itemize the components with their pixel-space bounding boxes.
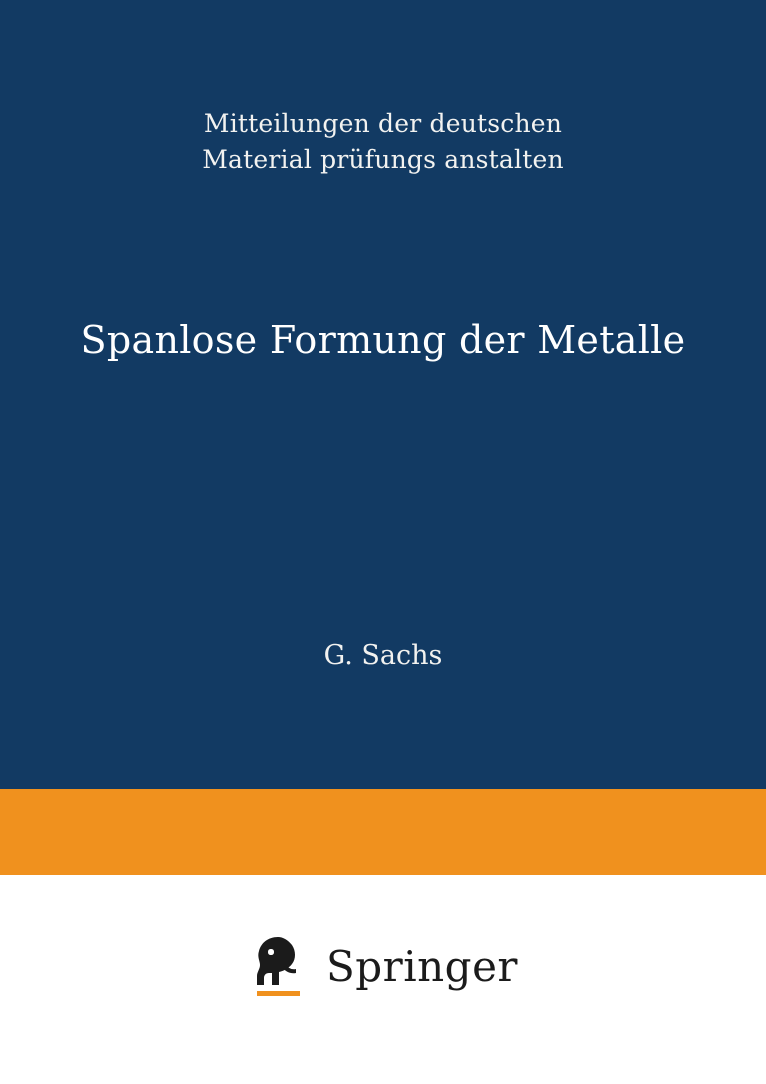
springer-knight-icon xyxy=(248,935,310,1005)
publisher-name: Springer xyxy=(325,942,519,991)
cover-orange-band xyxy=(0,789,766,875)
publisher-block xyxy=(0,935,766,1005)
page-title: Spanlose Formung der Metalle xyxy=(80,318,686,362)
series-title xyxy=(0,106,766,177)
author-name: G. Sachs xyxy=(323,640,443,671)
series-title-line-1: Mitteilungen der deutschen xyxy=(203,109,563,138)
series-title-line-2: Material prüfungs anstalten xyxy=(202,144,564,174)
